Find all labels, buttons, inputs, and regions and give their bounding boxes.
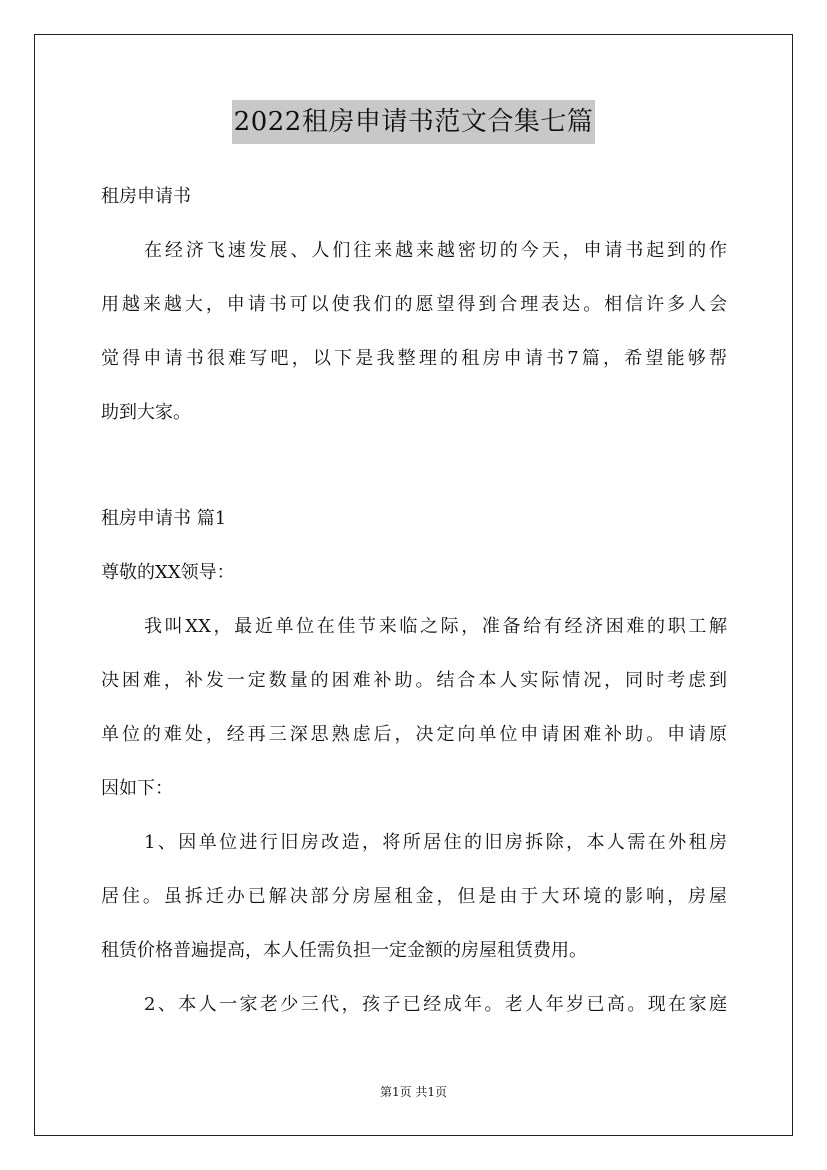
paragraph-gap <box>101 440 727 492</box>
salutation: 尊敬的XX领导： <box>101 562 235 583</box>
para-3-line-1: 2、本人一家老少三代，孩子已经成年。老人年岁已高。现在家庭 <box>144 994 727 1015</box>
para-1-line-4: 因如下： <box>101 778 173 799</box>
intro-line-3: 觉得申请书很难写吧，以下是我整理的租房申请书7篇，希望能够帮 <box>101 348 727 369</box>
para-2-line-1: 1、因单位进行旧房改造，将所居住的旧房拆除，本人需在外租房 <box>144 832 727 853</box>
para-1-line-2: 决困难，补发一定数量的困难补助。结合本人实际情况，同时考虑到 <box>101 670 727 691</box>
intro-line-4: 助到大家。 <box>101 402 191 423</box>
intro-line-2: 用越来越大，申请书可以使我们的愿望得到合理表达。相信许多人会 <box>101 294 727 315</box>
section-1-heading: 租房申请书 篇1 <box>101 508 227 529</box>
section-heading: 租房申请书 <box>101 186 191 207</box>
document-title: 2022租房申请书范文合集七篇 <box>232 100 596 144</box>
para-2-line-3: 租赁价格普遍提高，本人任需负担一定金额的房屋租赁费用。 <box>101 940 587 961</box>
document-body <box>101 170 727 1032</box>
para-1-line-3: 单位的难处，经再三深思熟虑后，决定向单位申请困难补助。申请原 <box>101 724 727 745</box>
para-1-line-1: 我叫XX，最近单位在佳节来临之际，准备给有经济困难的职工解 <box>144 616 727 637</box>
title-container <box>0 100 827 144</box>
page-footer: 第1页 共1页 <box>379 1085 448 1099</box>
para-2-line-2: 居住。虽拆迁办已解决部分房屋租金，但是由于大环境的影响，房屋 <box>101 886 727 907</box>
intro-line-1: 在经济飞速发展、人们往来越来越密切的今天，申请书起到的作 <box>144 240 727 261</box>
